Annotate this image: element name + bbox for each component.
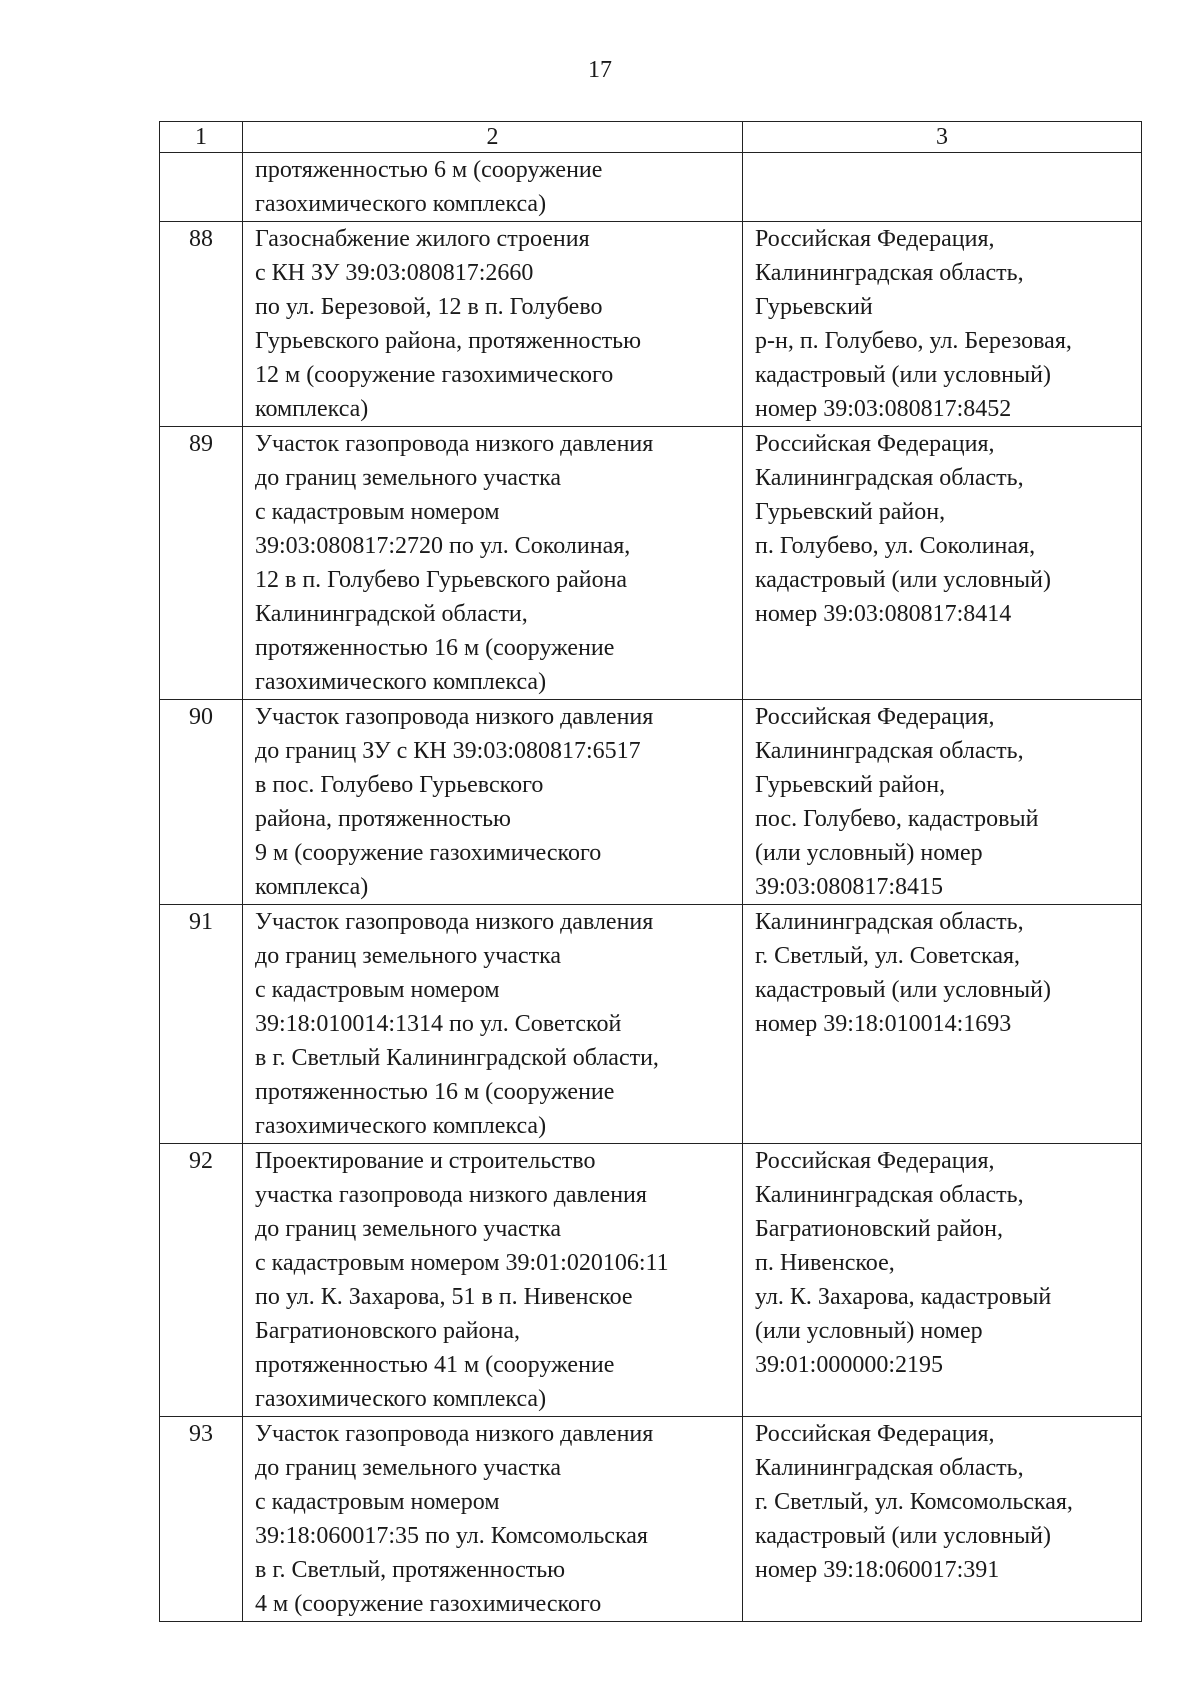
object-location-line: г. Светлый, ул. Советская, <box>755 943 1021 969</box>
object-description-line: Багратионовского района, <box>255 1318 521 1344</box>
object-description <box>243 427 743 700</box>
registry-table <box>159 121 1142 1622</box>
object-location <box>743 427 1142 700</box>
object-description <box>243 700 743 905</box>
object-description-line: Калининградской области, <box>255 601 528 627</box>
table-row <box>160 1417 1142 1622</box>
column-header-object: 2 <box>243 122 743 153</box>
object-description-line: протяженностью 41 м (сооружение <box>255 1352 615 1378</box>
object-location-line: номер 39:18:010014:1693 <box>755 1011 1012 1037</box>
object-location-line: Калининградская область, <box>755 1182 1024 1208</box>
object-description <box>243 222 743 427</box>
object-description <box>243 1144 743 1417</box>
object-location-line: ул. К. Захарова, кадастровый <box>755 1284 1052 1310</box>
row-number: 92 <box>160 1144 243 1417</box>
object-description-line: Участок газопровода низкого давления <box>255 909 654 935</box>
object-location-line: 39:01:000000:2195 <box>755 1352 944 1378</box>
object-description-line: протяженностью 6 м (сооружение <box>255 157 603 183</box>
row-number: 93 <box>160 1417 243 1622</box>
object-location-line: номер 39:03:080817:8452 <box>755 396 1012 422</box>
object-description-line: с кадастровым номером <box>255 1489 500 1515</box>
column-header-number: 1 <box>160 122 243 153</box>
object-description-line: до границ земельного участка <box>255 1455 562 1481</box>
object-description-line: протяженностью 16 м (сооружение <box>255 1079 615 1105</box>
object-description-line: Участок газопровода низкого давления <box>255 1421 654 1447</box>
object-location <box>743 700 1142 905</box>
object-description-line: с КН ЗУ 39:03:080817:2660 <box>255 260 534 286</box>
object-location-line: кадастровый (или условный) <box>755 567 1051 593</box>
object-location-line: Багратионовский район, <box>755 1216 1004 1242</box>
object-location <box>743 1417 1142 1622</box>
object-description-line: 4 м (сооружение газохимического <box>255 1591 602 1617</box>
table-row <box>160 1144 1142 1417</box>
object-location-line: (или условный) номер <box>755 840 983 866</box>
row-number: 90 <box>160 700 243 905</box>
object-location <box>743 1144 1142 1417</box>
object-description-line: Гурьевского района, протяженностью <box>255 328 642 354</box>
object-description-line: до границ земельного участка <box>255 943 562 969</box>
object-description-line: комплекса) <box>255 396 369 422</box>
object-location <box>743 153 1142 222</box>
object-location-line: пос. Голубево, кадастровый <box>755 806 1039 832</box>
object-description-line: 39:18:010014:1314 по ул. Советской <box>255 1011 622 1037</box>
object-description-line: комплекса) <box>255 874 369 900</box>
table-row <box>160 427 1142 700</box>
object-description-line: 12 м (сооружение газохимического <box>255 362 614 388</box>
row-number: 89 <box>160 427 243 700</box>
object-description-line: протяженностью 16 м (сооружение <box>255 635 615 661</box>
object-location-line: Гурьевский район, <box>755 772 946 798</box>
object-location-line: 39:03:080817:8415 <box>755 874 944 900</box>
object-description-line: Газоснабжение жилого строения <box>255 226 590 252</box>
object-location-line: кадастровый (или условный) <box>755 977 1051 1003</box>
object-description-line: Участок газопровода низкого давления <box>255 431 654 457</box>
object-description-line: 9 м (сооружение газохимического <box>255 840 602 866</box>
object-description-line: с кадастровым номером 39:01:020106:11 <box>255 1250 669 1276</box>
object-location-line: Калининградская область, <box>755 1455 1024 1481</box>
object-location-line: Калининградская область, <box>755 909 1024 935</box>
row-number: 88 <box>160 222 243 427</box>
object-description-line: газохимического комплекса) <box>255 191 547 217</box>
object-description <box>243 905 743 1144</box>
object-description-line: в пос. Голубево Гурьевского <box>255 772 544 798</box>
object-description-line: 39:18:060017:35 по ул. Комсомольская <box>255 1523 648 1549</box>
object-location-line: номер 39:03:080817:8414 <box>755 601 1012 627</box>
object-description-line: до границ земельного участка <box>255 465 562 491</box>
object-location-line: кадастровый (или условный) <box>755 362 1051 388</box>
object-location-line: Калининградская область, <box>755 260 1024 286</box>
object-location-line: кадастровый (или условный) <box>755 1523 1051 1549</box>
object-location-line: Калининградская область, <box>755 738 1024 764</box>
object-description-line: газохимического комплекса) <box>255 669 547 695</box>
table-row <box>160 222 1142 427</box>
object-location-line: р-н, п. Голубево, ул. Березовая, <box>755 328 1072 354</box>
table-row <box>160 700 1142 905</box>
object-location-line: Российская Федерация, <box>755 1148 995 1174</box>
object-location-line: номер 39:18:060017:391 <box>755 1557 1000 1583</box>
object-location-line: Российская Федерация, <box>755 431 995 457</box>
object-description-line: по ул. Березовой, 12 в п. Голубево <box>255 294 603 320</box>
object-description-line: 39:03:080817:2720 по ул. Соколиная, <box>255 533 631 559</box>
object-location-line: Калининградская область, <box>755 465 1024 491</box>
row-number <box>160 153 243 222</box>
object-description-line: по ул. К. Захарова, 51 в п. Нивенское <box>255 1284 633 1310</box>
object-description-line: в г. Светлый Калининградской области, <box>255 1045 659 1071</box>
object-description-line: с кадастровым номером <box>255 499 500 525</box>
object-location <box>743 222 1142 427</box>
object-description <box>243 153 743 222</box>
object-location-line: Гурьевский <box>755 294 873 320</box>
object-description-line: Проектирование и строительство <box>255 1148 596 1174</box>
object-location-line: Российская Федерация, <box>755 704 995 730</box>
object-description-line: 12 в п. Голубево Гурьевского района <box>255 567 628 593</box>
object-location-line: Российская Федерация, <box>755 1421 995 1447</box>
table-row <box>160 153 1142 222</box>
object-location <box>743 905 1142 1144</box>
row-number: 91 <box>160 905 243 1144</box>
object-description-line: в г. Светлый, протяженностью <box>255 1557 566 1583</box>
object-location-line: Гурьевский район, <box>755 499 946 525</box>
object-description-line: до границ земельного участка <box>255 1216 562 1242</box>
object-description-line: участка газопровода низкого давления <box>255 1182 647 1208</box>
object-description-line: района, протяженностью <box>255 806 511 832</box>
object-location-line: п. Голубево, ул. Соколиная, <box>755 533 1036 559</box>
object-description-line: до границ ЗУ с КН 39:03:080817:6517 <box>255 738 641 764</box>
object-description-line: Участок газопровода низкого давления <box>255 704 654 730</box>
page-number: 17 <box>588 57 612 83</box>
object-location-line: Российская Федерация, <box>755 226 995 252</box>
column-header-location: 3 <box>743 122 1142 153</box>
object-description-line: газохимического комплекса) <box>255 1386 547 1412</box>
object-location-line: (или условный) номер <box>755 1318 983 1344</box>
object-location-line: г. Светлый, ул. Комсомольская, <box>755 1489 1073 1515</box>
object-description <box>243 1417 743 1622</box>
object-location-line: п. Нивенское, <box>755 1250 895 1276</box>
object-description-line: газохимического комплекса) <box>255 1113 547 1139</box>
object-description-line: с кадастровым номером <box>255 977 500 1003</box>
table-row <box>160 905 1142 1144</box>
table-header-row <box>160 122 1142 153</box>
